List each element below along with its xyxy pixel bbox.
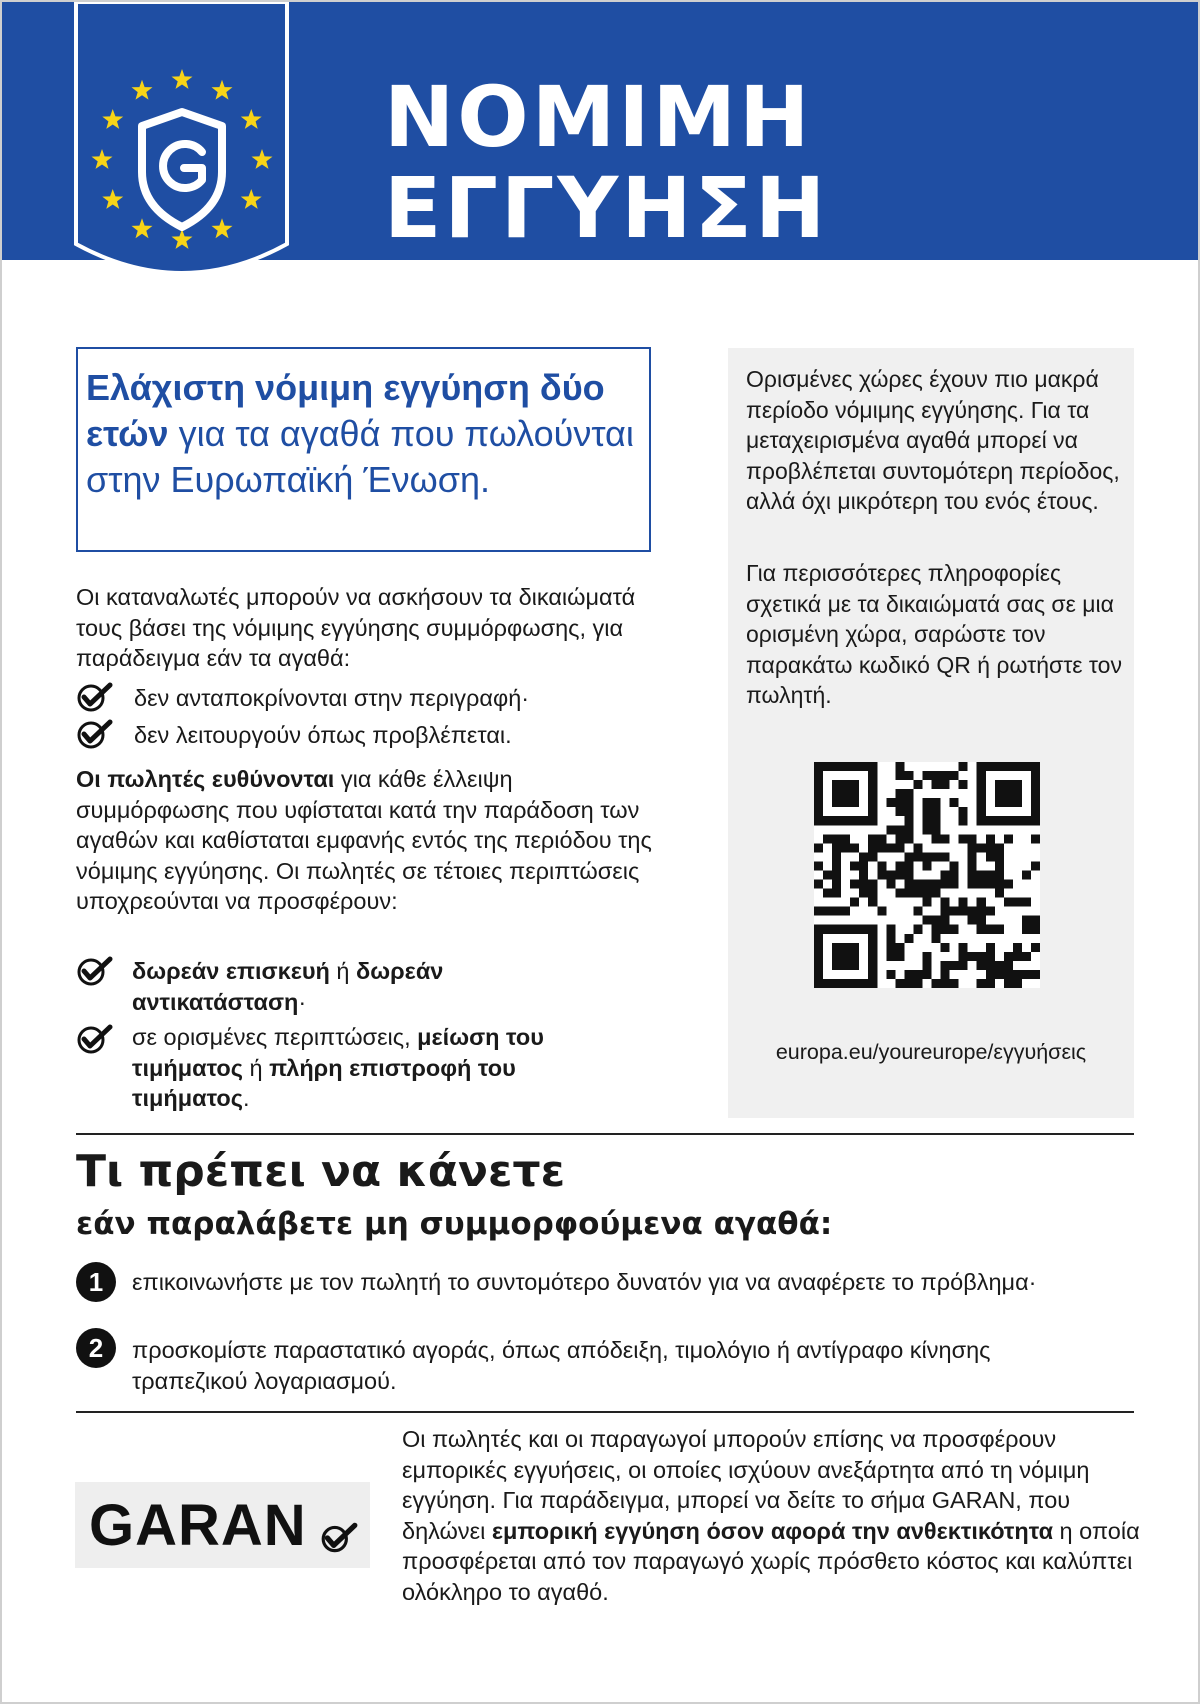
step-number-2: 2 xyxy=(76,1328,116,1368)
garan-text-pre: Οι πωλητές και οι παραγωγοί μπορούν επίσης να προσφέρουν εμπορικές εγγυήσεις, οι οποίες ισχύουν ανεξάρτητα από τη νόμιμη εγγύηση. Για παράδειγμα, μπορεί να δείτε το σήμα GARAN, που δηλώνει xyxy=(402,1426,1090,1544)
check-icon xyxy=(319,1522,359,1554)
remedy-or: ή xyxy=(329,958,357,984)
garan-text-post: η οποία προσφέρεται από τον παραγωγό χωρίς πρόσθετο κόστος και καλύπτει ολόκληρο το αγαθό. xyxy=(402,1517,1140,1605)
garan-logo-text: GARAN xyxy=(89,1493,307,1558)
garan-logo xyxy=(75,1482,370,1568)
step-text-1: επικοινωνήστε με τον πωλητή το συντομότερο δυνατόν για να αναφέρετε το πρόβλημα· xyxy=(132,1269,1037,1295)
condition-item-1: δεν ανταποκρίνονται στην περιγραφή· xyxy=(134,685,530,711)
lead-rest: για τα αγαθά που πωλούνται στην Ευρωπαϊκή Ένωση. xyxy=(86,413,634,500)
lead-bold: Ελάχιστη νόμιμη εγγύηση δύο ετών xyxy=(86,367,605,454)
remedy-end: · xyxy=(298,988,307,1015)
check-icon xyxy=(76,719,114,749)
step-text-2: προσκομίστε παραστατικό αγοράς, όπως απόδειξη, τιμολόγιο ή αντίγραφο κίνησης τραπεζικού λογαριασμού. xyxy=(132,1337,991,1394)
condition-item-2: δεν λειτουργούν όπως προβλέπεται. xyxy=(134,722,512,748)
check-icon xyxy=(76,1024,114,1054)
eu-guarantee-shield-logo xyxy=(74,2,289,302)
page-title xyxy=(384,68,829,257)
sidebox-paragraph-1: Ορισμένες χώρες έχουν πιο μακρά περίοδο νόμιμης εγγύησης. Για τα μεταχειρισμένα αγαθά μπορεί να προβλέπεται συντομότερη περίοδος, αλλά όχι μικρότερη του ενός έτους. xyxy=(746,366,1120,514)
sellers-bold: Οι πωλητές ευθύνονται xyxy=(76,766,335,792)
check-icon xyxy=(76,956,114,986)
sellers-paragraph xyxy=(76,764,666,917)
remedy-price-reduction: μείωση του τιμήματος xyxy=(132,1024,544,1081)
info-sidebox xyxy=(728,348,1134,1118)
intro-paragraph: Οι καταναλωτές μπορούν να ασκήσουν τα δικαιώματά τους βάσει της νόμιμης εγγύησης συμμόρφωσης, για παράδειγμα εάν τα αγαθά: xyxy=(76,584,636,671)
commercial-guarantee-paragraph xyxy=(402,1424,1142,1607)
garan-text-bold: εμπορική εγγύηση όσον αφορά την ανθεκτικότητα xyxy=(491,1517,1054,1544)
sellers-rest: για κάθε έλλειψη συμμόρφωσης που υφίσταται κατά την παράδοση των αγαθών και καθίσταται εμφανής εντός της περιόδου της νόμιμης εγγύησης. Οι πωλητές σε τέτοιες περιπτώσεις υποχρεούνται να προσφέρουν: xyxy=(76,766,652,914)
remedy-end: . xyxy=(242,1085,250,1111)
remedy-free-repair: δωρεάν επισκευή xyxy=(132,958,330,984)
sidebox-paragraph-2: Για περισσότερες πληροφορίες σχετικά με τα δικαιώματά σας σε μια ορισμένη χώρα, σαρώστε τον παρακάτω κωδικό QR ή ρωτήστε τον πωλητή. xyxy=(746,560,1122,708)
section-title: Τι πρέπει να κάνετε xyxy=(76,1146,566,1197)
divider xyxy=(76,1411,1134,1413)
section-subtitle: εάν παραλάβετε μη συμμορφούμενα αγαθά: xyxy=(76,1206,833,1242)
remedy-item-1 xyxy=(132,956,532,1017)
step-number-1: 1 xyxy=(76,1262,116,1302)
remedy-full-refund: πλήρη επιστροφή του τιμήματος xyxy=(132,1054,516,1111)
remedy-item-2 xyxy=(132,1022,622,1114)
remedy-prefix: σε ορισμένες περιπτώσεις, xyxy=(132,1024,418,1050)
check-icon xyxy=(76,682,114,712)
qr-code[interactable] xyxy=(814,762,1040,988)
remedy-free-replacement: δωρεάν αντικατάσταση xyxy=(132,958,444,1015)
remedy-or: ή xyxy=(242,1054,270,1081)
divider xyxy=(76,1133,1134,1135)
info-url-link[interactable]: europa.eu/youreurope/εγγυήσεις xyxy=(775,1040,1087,1064)
lead-statement-box xyxy=(76,347,651,552)
title-line-1: ΝΟΜΙΜΗ xyxy=(384,68,813,166)
title-line-2: ΕΓΓΥΗΣΗ xyxy=(384,159,829,257)
